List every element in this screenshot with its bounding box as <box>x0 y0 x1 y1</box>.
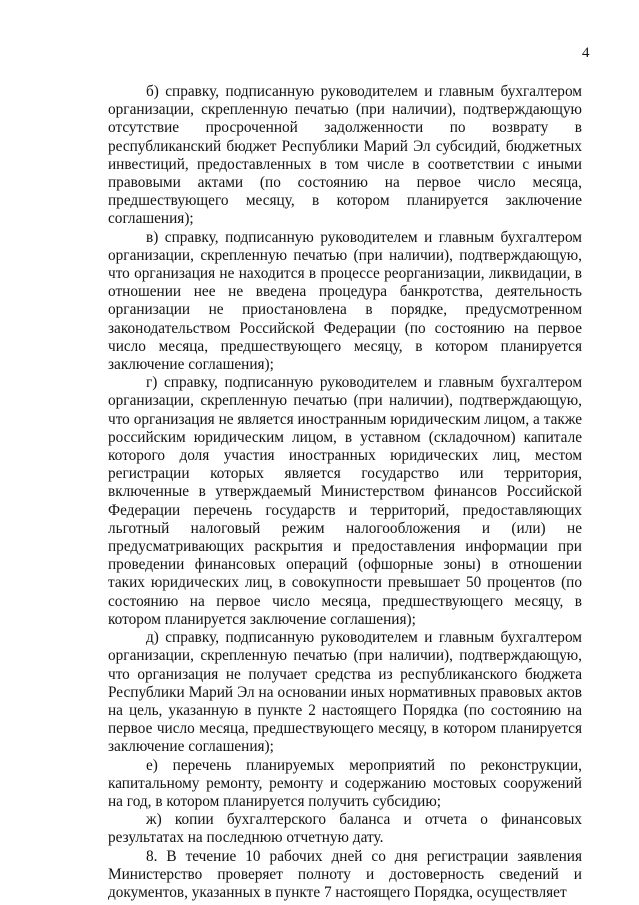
paragraph-zh: ж) копии бухгалтерского баланса и отчета о финансовых результатах на последнюю отчетную дату. <box>108 811 582 847</box>
paragraph-b: б) справку, подписанную руководителем и главным бухгалтером организации, скрепленную печатью (при наличии), подтверждающую отсутствие просроченной задолженности по возврату в республиканский бюджет Республики Марий Эл субсидий, бюджетных инвестиций, предоставленных в том числе в соответствии с иными правовыми актами (по состоянию на первое число месяца, предшествующего месяцу, в котором планируется заключение соглашения); <box>108 83 582 228</box>
paragraph-g: г) справку, подписанную руководителем и главным бухгалтером организации, скрепленную печатью (при наличии), подтверждающую, что организация не является иностранным юридическим лицом, а также российским юридическим лицом, в уставном (складочном) капитале которого доля участия иностранных юридических лиц, местом регистрации которых является государство или территория, включенные в утверждаемый Министерством финансов Российской Федерации перечень государств и территорий, предоставляющих льготный налоговый режим налогообложения и (или) не предусматривающих раскрытия и предоставления информации при проведении финансовых операций (офшорные зоны) в отношении таких юридических лиц, в совокупности превышает 50 процентов (по состоянию на первое число месяца, предшествующего месяцу, в котором планируется заключение соглашения); <box>108 374 582 628</box>
paragraph-e: е) перечень планируемых мероприятий по реконструкции, капитальному ремонту, ремонту и содержанию мостовых сооружений на год, в котором планируется получить субсидию; <box>108 756 582 810</box>
paragraph-v: в) справку, подписанную руководителем и главным бухгалтером организации, скрепленную печатью (при наличии), подтверждающую, что организация не находится в процессе реорганизации, ликвидации, в отношении нее не введена процедура банкротства, деятельность организации не приостановлена в порядке, предусмотренном законодательством Российской Федерации (по состоянию на первое число месяца, предшествующего месяцу, в котором планируется заключение соглашения); <box>108 228 582 374</box>
page-number: 4 <box>582 45 590 61</box>
document-body <box>108 83 582 902</box>
paragraph-d: д) справку, подписанную руководителем и главным бухгалтером организации, скрепленную печатью (при наличии), подтверждающую, что организация не получает средства из республиканского бюджета Республики Марий Эл на основании иных нормативных правовых актов на цель, указанную в пункте 2 настоящего Порядка (по состоянию на первое число месяца, предшествующего месяцу, в котором планируется заключение соглашения); <box>108 629 582 756</box>
paragraph-8: 8. В течение 10 рабочих дней со дня регистрации заявления Министерство проверяет полноту и достоверность сведений и документов, указанных в пункте 7 настоящего Порядка, осуществляет <box>108 847 582 901</box>
